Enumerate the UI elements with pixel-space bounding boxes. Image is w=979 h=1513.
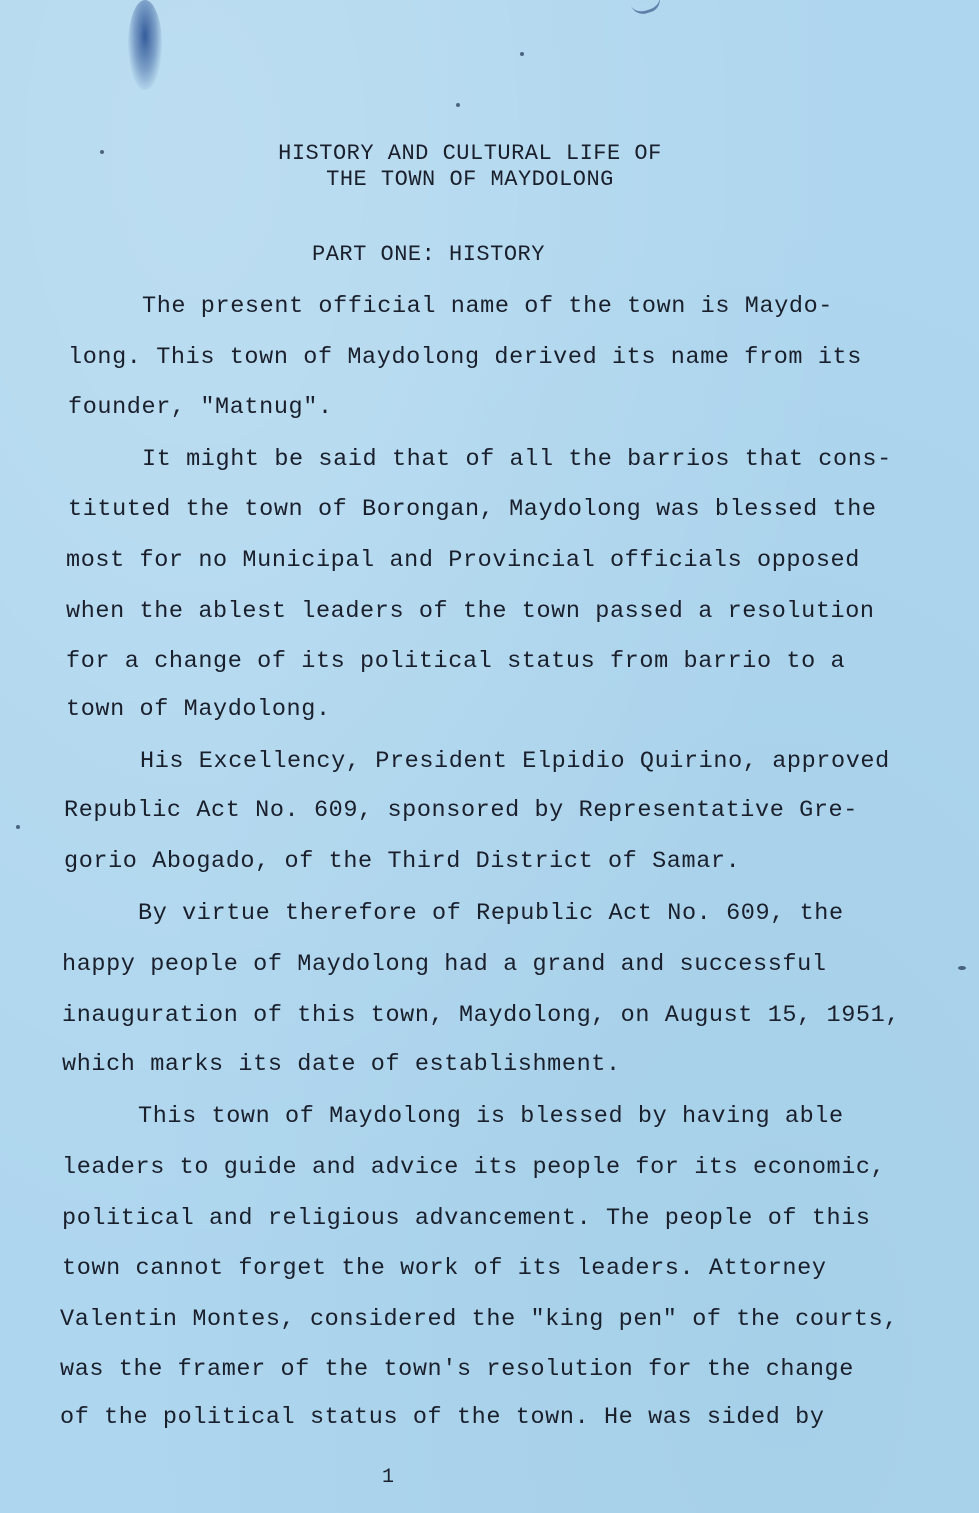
text-line: when the ablest leaders of the town passed a resolution <box>66 598 875 625</box>
document-title-line-2: THE TOWN OF MAYDOLONG <box>326 167 614 192</box>
text-line: for a change of its political status from barrio to a <box>66 648 846 675</box>
text-line: political and religious advancement. The people of this <box>62 1205 871 1232</box>
text-line: leaders to guide and advice its people for its economic, <box>62 1154 886 1181</box>
text-line: gorio Abogado, of the Third District of Samar. <box>64 848 741 875</box>
section-heading: PART ONE: HISTORY <box>312 242 545 267</box>
text-line: of the political status of the town. He was sided by <box>60 1404 825 1431</box>
paper-speck <box>456 103 460 107</box>
ink-blot <box>128 0 162 90</box>
text-line: happy people of Maydolong had a grand and successful <box>62 951 827 978</box>
text-line: which marks its date of establishment. <box>62 1051 621 1078</box>
text-line: was the framer of the town's resolution for the change <box>60 1356 854 1383</box>
paper-speck <box>16 825 20 829</box>
text-line: It might be said that of all the barrios that cons- <box>142 446 892 473</box>
document-title-line-1: HISTORY AND CULTURAL LIFE OF <box>278 141 662 166</box>
text-line: His Excellency, President Elpidio Quirino, approved <box>140 748 890 775</box>
text-line: founder, "Matnug". <box>68 394 333 421</box>
paper-speck <box>958 966 966 970</box>
text-line: tituted the town of Borongan, Maydolong was blessed the <box>68 496 877 523</box>
text-line: This town of Maydolong is blessed by having able <box>138 1103 844 1130</box>
text-line: inauguration of this town, Maydolong, on August 15, 1951, <box>62 1002 901 1029</box>
text-line: Valentin Montes, considered the "king pen" of the courts, <box>60 1306 899 1333</box>
ink-mark <box>631 0 664 17</box>
page-number: 1 <box>382 1466 395 1489</box>
text-line: Republic Act No. 609, sponsored by Representative Gre- <box>64 797 858 824</box>
paper-speck <box>520 52 524 56</box>
text-line: long. This town of Maydolong derived its name from its <box>68 344 862 371</box>
text-line: town of Maydolong. <box>66 696 331 723</box>
text-line: The present official name of the town is Maydo- <box>142 293 834 320</box>
text-line: By virtue therefore of Republic Act No. 609, the <box>138 900 844 927</box>
text-line: town cannot forget the work of its leaders. Attorney <box>62 1255 827 1282</box>
text-line: most for no Municipal and Provincial officials opposed <box>66 547 860 574</box>
